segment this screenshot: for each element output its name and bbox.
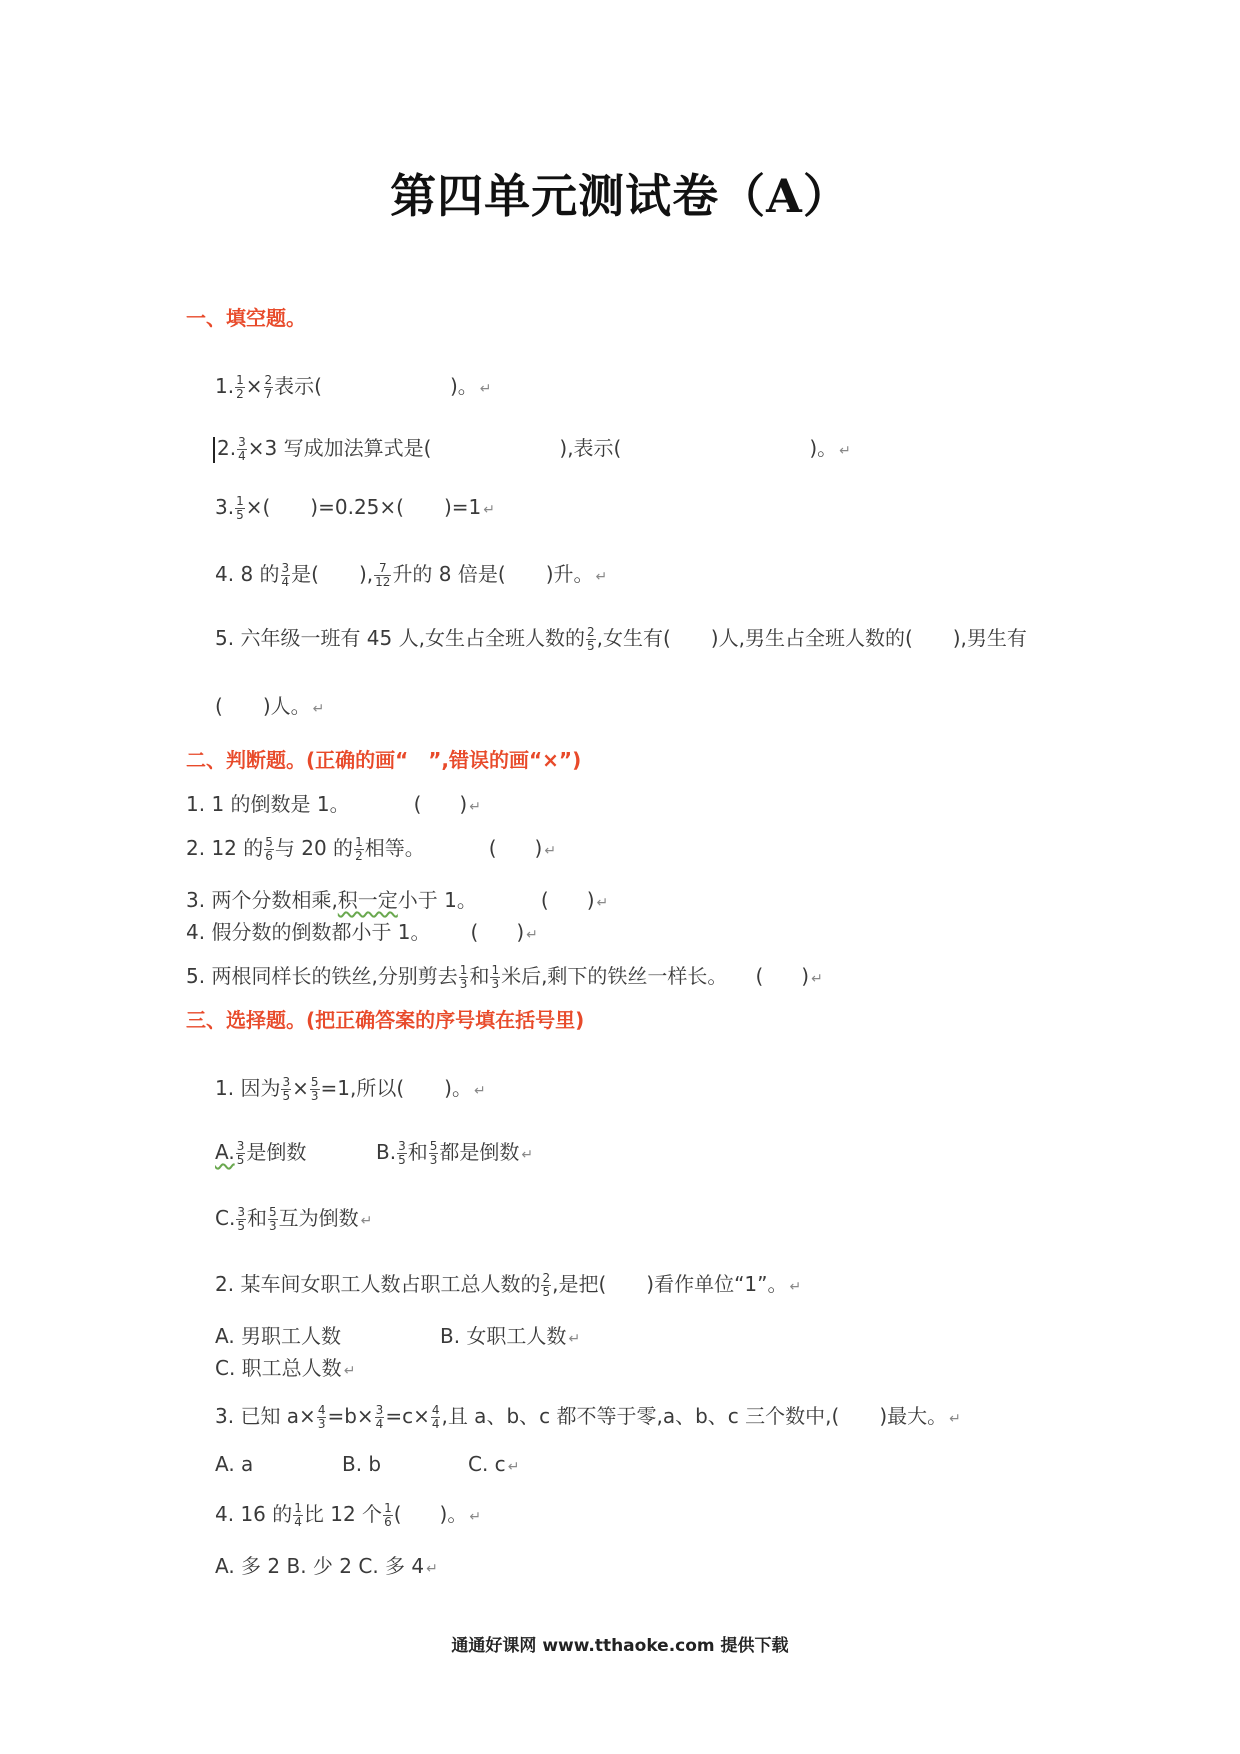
- fill-question-1: 1. $\frac{1}{2}$ × $\frac{2}{7}$ 表示( )。 ↵: [215, 373, 492, 401]
- judge-question-4: 4. 假分数的倒数都小于 1。 ( ) ↵: [186, 920, 538, 944]
- fill-question-5: 5. 六年级一班有 45 人,女生占全班人数的 $\frac{2}{5}$ ,女生有( )人,男生占全班人数的( ),男生有: [215, 625, 1027, 653]
- section-heading-fill: 一、填空题。: [186, 306, 306, 330]
- fill-question-4: 4. 8 的 $\frac{3}{4}$ 是( ), $\frac{7}{12}$ 升的 8 倍是( )升。 ↵: [215, 561, 608, 589]
- fraction: $\frac{1}{6}$: [384, 1501, 392, 1529]
- judge-question-3: 3. 两个分数相乘,积一定小于 1。 ( ) ↵: [186, 888, 609, 912]
- fraction: $\frac{3}{4}$: [375, 1403, 384, 1431]
- fraction: $\frac{5}{3}$: [310, 1075, 319, 1103]
- choice-question-2-option-b: B. 女职工人数 ↵: [440, 1324, 581, 1348]
- fraction: $\frac{3}{5}$: [237, 1205, 245, 1233]
- section-heading-judge: 二、判断题。(正确的画“ ”,错误的画“×”): [186, 748, 582, 772]
- fraction: $\frac{5}{6}$: [265, 835, 273, 863]
- fill-question-2: 2. $\frac{3}{4}$ ×3 写成加法算式是( ),表示( )。 ↵: [213, 432, 851, 463]
- fraction: $\frac{3}{5}$: [236, 1139, 245, 1167]
- text-cursor: [213, 437, 215, 463]
- choice-question-3-option-c: C. c ↵: [468, 1452, 520, 1476]
- fraction: $\frac{1}{2}$: [236, 373, 244, 401]
- judge-question-1: 1. 1 的倒数是 1。 ( ) ↵: [186, 792, 481, 816]
- fraction: $\frac{5}{3}$: [429, 1139, 438, 1167]
- choice-question-4: 4. 16 的 $\frac{1}{4}$ 比 12 个 $\frac{1}{6}$ ( )。 ↵: [215, 1501, 482, 1529]
- fill-question-3: 3. $\frac{1}{5}$ ×( )=0.25×( )=1 ↵: [215, 494, 495, 522]
- fraction: $\frac{1}{5}$: [236, 494, 244, 522]
- choice-question-4-options: A. 多 2 B. 少 2 C. 多 4 ↵: [215, 1554, 438, 1578]
- choice-question-1: 1. 因为 $\frac{3}{5}$ × $\frac{5}{3}$ =1,所以( )。 ↵: [215, 1075, 486, 1103]
- choice-question-2-option-c: C. 职工总人数 ↵: [215, 1356, 356, 1380]
- choice-question-3-option-a: A. a: [215, 1452, 254, 1476]
- choice-question-2-option-a: A. 男职工人数: [215, 1324, 342, 1348]
- fraction: $\frac{1}{2}$: [355, 835, 363, 863]
- judge-question-2: 2. 12 的 $\frac{5}{6}$ 与 20 的 $\frac{1}{2}$ 相等。 ( ) ↵: [186, 835, 557, 863]
- fraction: $\frac{3}{4}$: [281, 561, 290, 589]
- choice-question-1-option-c: C. $\frac{3}{5}$ 和 $\frac{5}{3}$ 互为倒数 ↵: [215, 1205, 373, 1233]
- fraction: $\frac{2}{5}$: [542, 1271, 551, 1299]
- footer-download-note: 通通好课网 www.tthaoke.com 提供下载: [451, 1636, 789, 1656]
- fraction: $\frac{3}{5}$: [398, 1139, 406, 1167]
- judge-question-5: 5. 两根同样长的铁丝,分别剪去 $\frac{1}{3}$ 和 $\frac{1}{3}$ 米后,剩下的铁丝一样长。 ( ) ↵: [186, 963, 823, 991]
- fraction: $\frac{7}{12}$: [375, 561, 391, 589]
- fraction: $\frac{4}{4}$: [431, 1403, 440, 1431]
- fill-question-5-continued: ( )人。 ↵: [215, 694, 325, 718]
- fraction: $\frac{4}{3}$: [317, 1403, 326, 1431]
- fraction: $\frac{1}{3}$: [459, 963, 468, 991]
- choice-question-1-option-a: A. $\frac{3}{5}$ 是倒数: [215, 1139, 307, 1167]
- choice-question-3-option-b: B. b: [342, 1452, 382, 1476]
- fraction: $\frac{1}{4}$: [294, 1501, 302, 1529]
- fraction: $\frac{5}{3}$: [268, 1205, 277, 1233]
- fraction: $\frac{3}{4}$: [238, 435, 246, 463]
- choice-question-3: 3. 已知 a× $\frac{4}{3}$ =b× $\frac{3}{4}$ =c× $\frac{4}{4}$ ,且 a、b、c 都不等于零,a、b、c 三个数中,( )最大。 ↵: [215, 1403, 961, 1431]
- fraction: $\frac{1}{3}$: [491, 963, 500, 991]
- choice-question-1-option-b: B. $\frac{3}{5}$ 和 $\frac{5}{3}$ 都是倒数 ↵: [376, 1139, 534, 1167]
- page-title: 第四单元测试卷（A）: [390, 169, 850, 223]
- fraction: $\frac{3}{5}$: [282, 1075, 291, 1103]
- section-heading-choice: 三、选择题。(把正确答案的序号填在括号里): [186, 1008, 585, 1032]
- fraction: $\frac{2}{5}$: [586, 625, 595, 653]
- fraction: $\frac{2}{7}$: [264, 373, 273, 401]
- choice-question-2: 2. 某车间女职工人数占职工总人数的 $\frac{2}{5}$ ,是把( )看作单位“1”。 ↵: [215, 1271, 802, 1299]
